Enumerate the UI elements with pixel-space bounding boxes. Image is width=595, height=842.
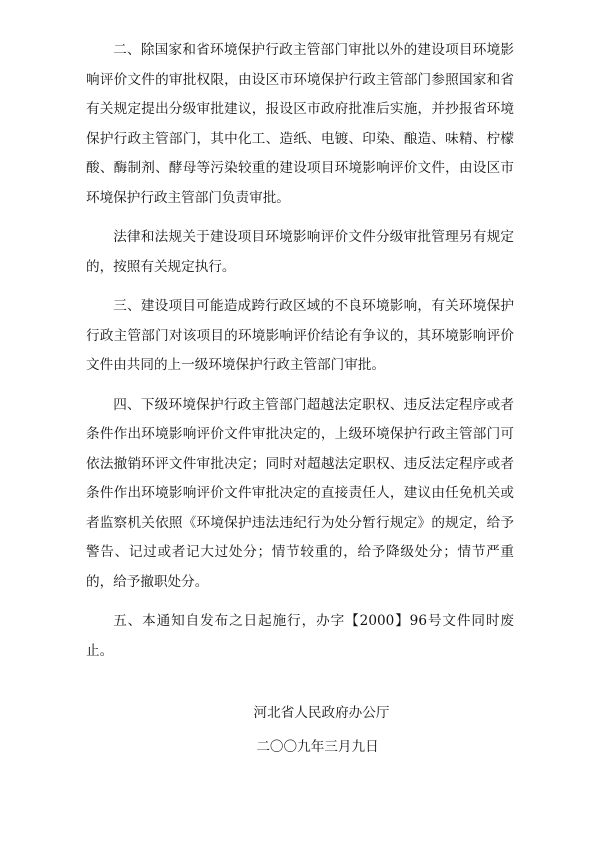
- issue-date: 二〇〇九年三月九日: [256, 739, 379, 755]
- paragraph-law-note: 法律和法规关于建设项目环境影响评价文件分级审批管理另有规定的，按照有关规定执行。: [86, 229, 514, 275]
- document-body: [86, 36, 514, 676]
- paragraph-article-2: 二、除国家和省环境保护行政主管部门审批以外的建设项目环境影响评价文件的审批权限，由设区市环境保护行政主管部门参照国家和省有关规定提出分级审批建议，报设区市政府批准后实施，并抄报省环境保护行政主管部门，其中化工、造纸、电镀、印染、酿造、味精、柠檬酸、酶制剂、酵母等污染较重的建设项目环境影响评价文件，由设区市环境保护行政主管部门负责审批。: [86, 42, 514, 206]
- paragraph-article-4: 四、下级环境保护行政主管部门超越法定职权、违反法定程序或者条件作出环境影响评价文件审批决定的，上级环境保护行政主管部门可依法撤销环评文件审批决定；同时对超越法定职权、违反法定程序或者条件作出环境影响评价文件审批决定的直接责任人，建议由任免机关或者监察机关依照《环境保护违法违纪行为处分暂行规定》的规定，给予警告、记过或者记大过处分；情节较重的，给予降级处分；情节严重的，给予撤职处分。: [86, 396, 514, 590]
- paragraph-article-5: 五、本通知自发布之日起施行，办字【2000】96号文件同时废止。: [86, 613, 514, 659]
- paragraph-article-3: 三、建设项目可能造成跨行政区域的不良环境影响，有关环境保护行政主管部门对该项目的环境影响评价结论有争议的，其环境影响评价文件由共同的上一级环境保护行政主管部门审批。: [86, 298, 514, 373]
- issuer-signature: 河北省人民政府办公厅: [253, 705, 390, 721]
